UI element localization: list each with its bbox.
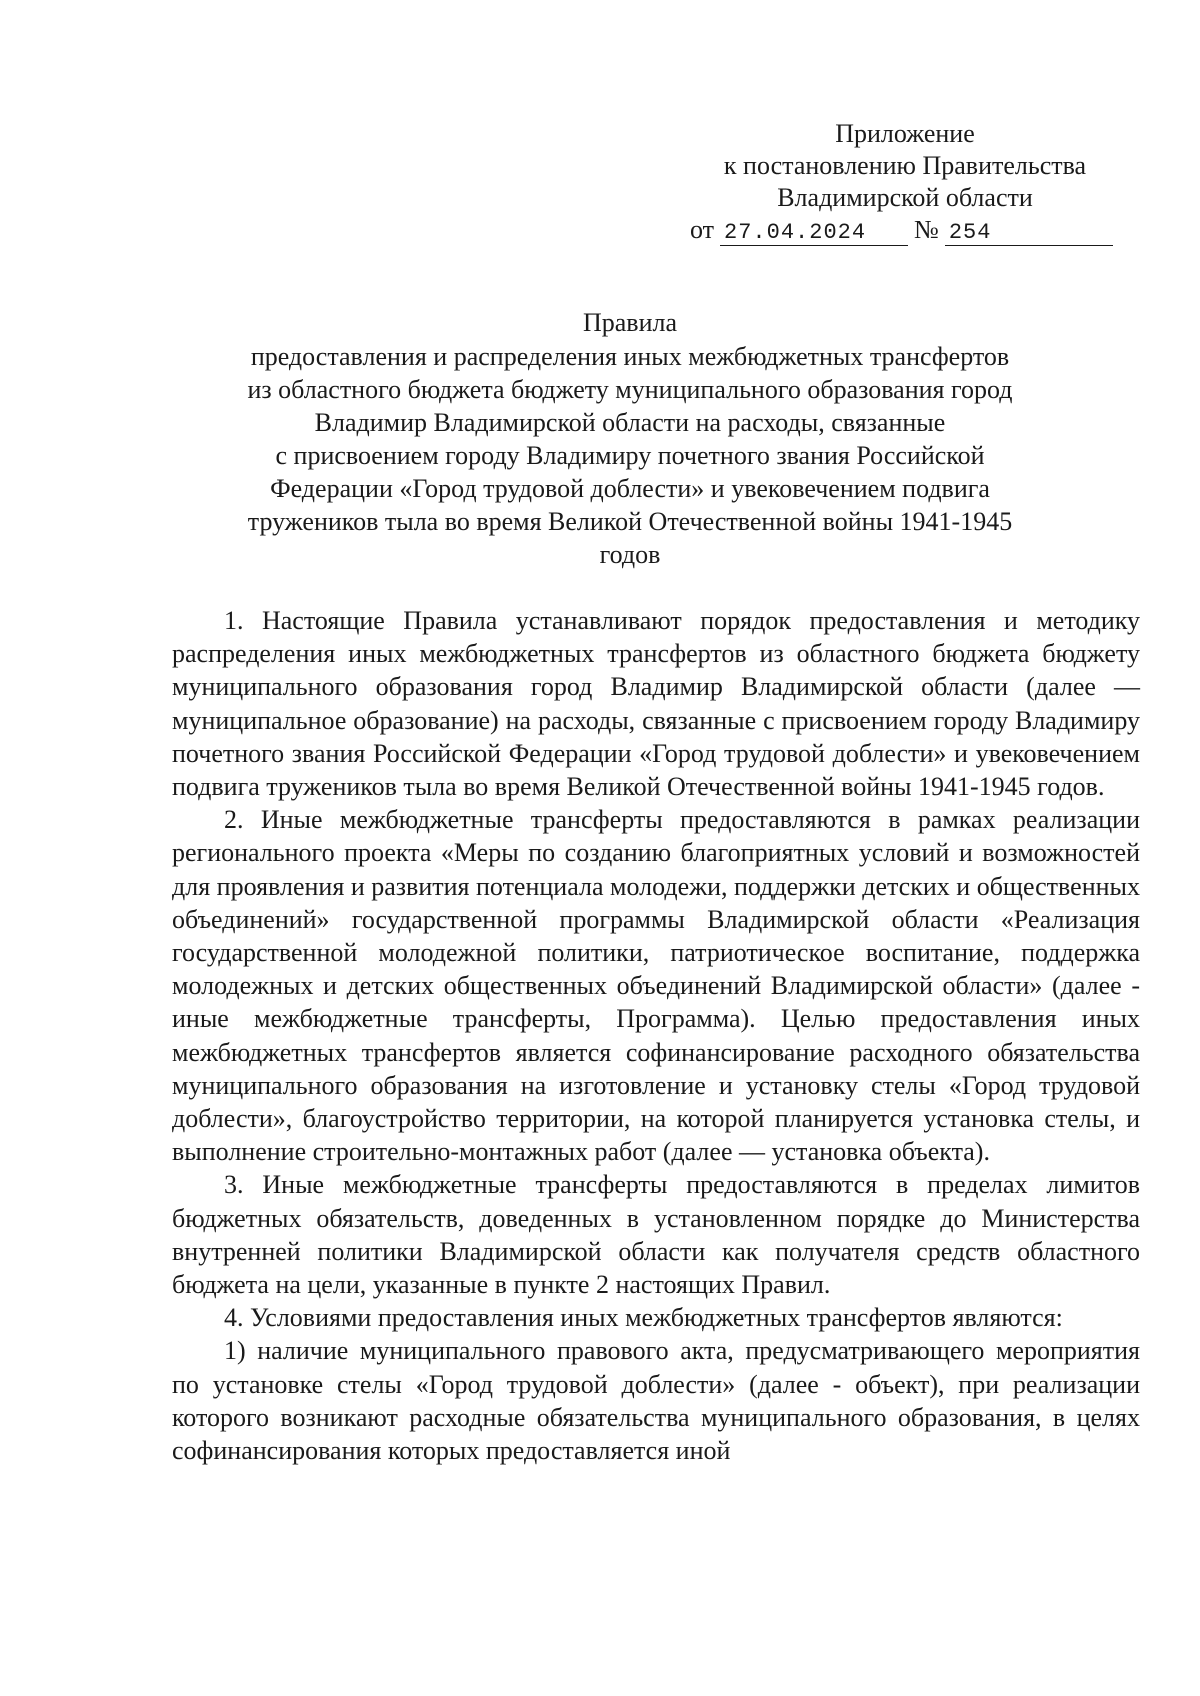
appendix-label: Приложение [835,119,975,148]
title-line: с присвоением городу Владимиру почетного звания Российской [275,441,985,470]
title-heading: Правила [582,308,678,337]
title-line: годов [599,540,661,569]
title-line: Владимир Владимирской области на расходы, связанные [314,408,946,437]
resolution-number: 254 [945,221,1113,246]
region-name: Владимирской области [777,183,1033,212]
title-line: предоставления и распределения иных межбюджетных трансфертов [250,342,1010,371]
date-prefix: от [690,215,715,244]
title-line: Федерации «Город трудовой доблести» и увековечением подвига [270,474,990,503]
paragraph-1: 1. Настоящие Правила устанавливают порядок предоставления и методику распределения иных межбюджетных трансфертов из областного бюджета бюджету муниципального образования город Владимир Владимирской области (далее — муниципальное образование) на расходы, связанные с присвоением городу Владимиру почетного звания Российской Федерации «Город трудовой доблести» и увековечением подвига тружеников тыла во время Великой Отечественной войны 1941-1945 годов. [172,606,1140,802]
paragraph-4-item-1: 1) наличие муниципального правового акта, предусматривающего мероприятия по установке стелы «Город трудовой доблести» (далее - объект), при реализации которого возникают расходные обязательства муниципального образования, в целях софинансирования которых предоставляется иной [172,1336,1140,1466]
appendix-header [690,118,1120,246]
paragraph-4: 4. Условиями предоставления иных межбюджетных трансфертов являются: [224,1303,1063,1333]
title-line: тружеников тыла во время Великой Отечественной войны 1941-1945 [247,507,1013,536]
document-title [200,306,1060,571]
resolution-date: 27.04.2024 [720,221,908,246]
resolution-reference: к постановлению Правительства [723,151,1087,180]
paragraph-3: 3. Иные межбюджетные трансферты предоставляются в пределах лимитов бюджетных обязательств, доведенных в установленном порядке до Министерства внутренней политики Владимирской области как получателя средств областного бюджета на цели, указанные в пункте 2 настоящих Правил. [172,1170,1140,1300]
paragraph-2: 2. Иные межбюджетные трансферты предоставляются в рамках реализации регионального проекта «Меры по созданию благоприятных условий и возможностей для проявления и развития потенциала молодежи, поддержки детских и общественных объединений» государственной программы Владимирской области «Реализация государственной молодежной политики, патриотическое воспитание, поддержка молодежных и детских общественных объединений Владимирской области» (далее - иные межбюджетные трансферты, Программа). Целью предоставления иных межбюджетных трансфертов является софинансирование расходного обязательства муниципального образования на изготовление и установку стелы «Город трудовой доблести», благоустройство территории, на которой планируется установка стелы, и выполнение строительно-монтажных работ (далее — установка объекта). [172,805,1140,1167]
number-prefix: № [914,215,939,244]
title-line: из областного бюджета бюджету муниципального образования город [247,375,1013,404]
document-body [172,604,1140,1467]
date-number-line [684,214,1114,246]
